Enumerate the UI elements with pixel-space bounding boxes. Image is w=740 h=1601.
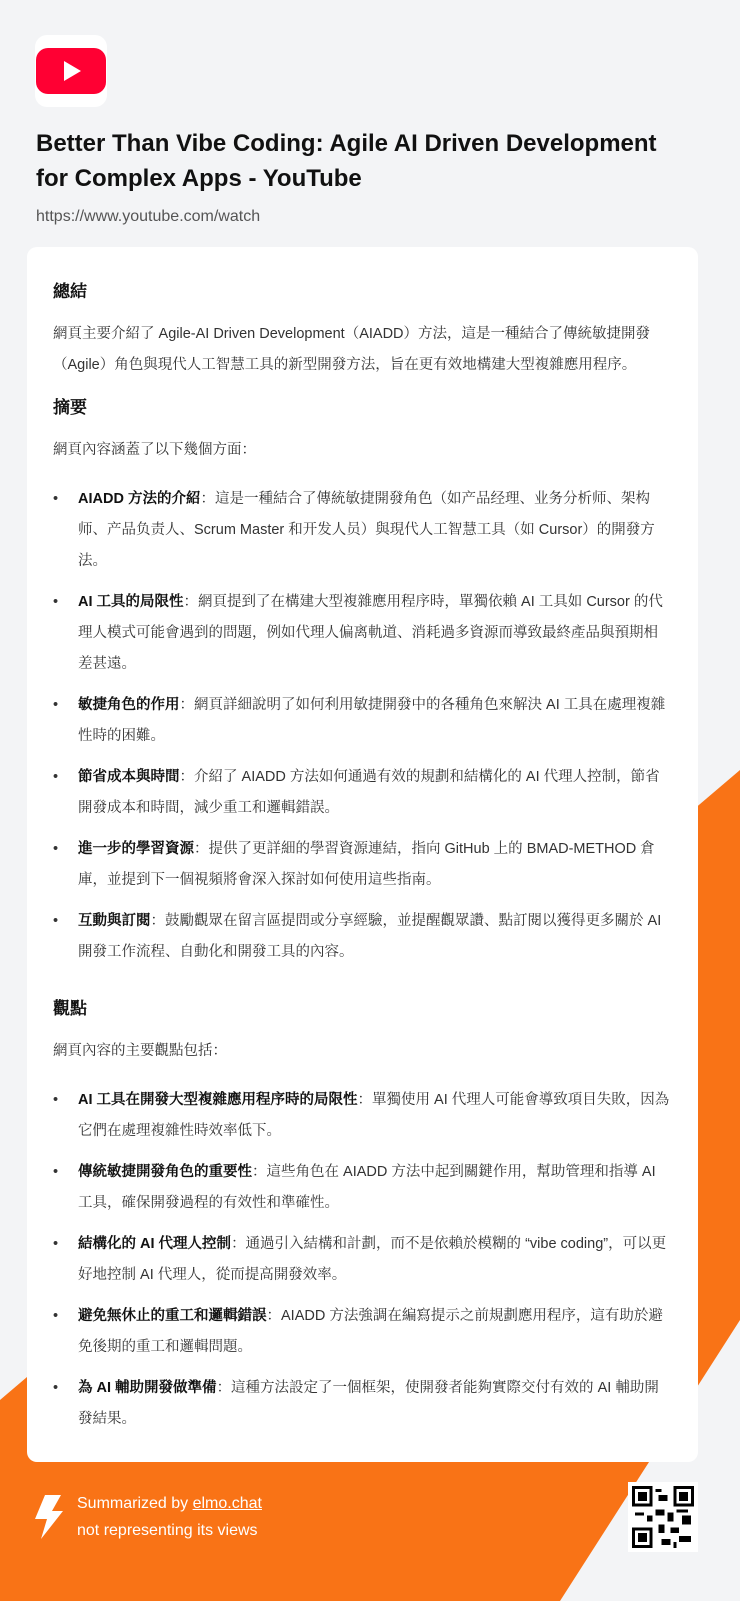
list-item: • 節省成本與時間：介紹了 AIADD 方法如何通過有效的規劃和結構化的 AI 代理人控制，節省開發成本和時間，減少重工和邏輯錯誤。: [53, 762, 672, 824]
list-item: • 傳統敏捷開發角色的重要性：這些角色在 AIADD 方法中起到關鍵作用，幫助管理和指導 AI 工具，確保開發過程的有效性和準確性。: [53, 1157, 672, 1219]
abstract-intro: 網頁內容涵蓋了以下幾個方面：: [53, 442, 256, 458]
list-item: • 互動與訂閱：鼓勵觀眾在留言區提問或分享經驗，並提醒觀眾讚、點訂閱以獲得更多關於 AI 開發工作流程、自動化和開發工具的內容。: [53, 906, 672, 968]
footer: [35, 1490, 262, 1544]
summary-heading: 總結: [53, 282, 87, 301]
abstract-list: [53, 484, 672, 968]
list-item: • AIADD 方法的介紹：這是一種結合了傳統敏捷開發角色（如产品经理、业务分析师、架构师、产品负责人、Scrum Master 和开发人员）與現代人工智慧工具（如 Cursor）的開發方法。: [53, 484, 672, 577]
page-url[interactable]: https://www.youtube.com/watch: [36, 208, 261, 225]
views-intro: 網頁內容的主要觀點包括：: [53, 1043, 227, 1059]
summary-text: 網頁主要介紹了 Agile-AI Driven Development（AIADD）方法，這是一種結合了傳統敏捷開發（Agile）角色與現代人工智慧工具的新型開發方法，旨在更有效地構建大型複雜應用程序。: [53, 326, 651, 373]
footer-disclaimer: not representing its views: [77, 1522, 258, 1539]
list-item: • 敏捷角色的作用：網頁詳細說明了如何利用敏捷開發中的各種角色來解決 AI 工具在處理複雜性時的困難。: [53, 690, 672, 752]
elmo-chat-link[interactable]: elmo.chat: [192, 1495, 262, 1512]
list-item: • 結構化的 AI 代理人控制：通過引入結構和計劃，而不是依賴於模糊的 “vibe coding”，可以更好地控制 AI 代理人，從而提高開發效率。: [53, 1229, 672, 1291]
list-item: • 避免無休止的重工和邏輯錯誤：AIADD 方法強調在編寫提示之前規劃應用程序，這有助於避免後期的重工和邏輯問題。: [53, 1301, 672, 1363]
summary-card: [27, 247, 698, 1462]
youtube-play-icon: [36, 48, 106, 94]
youtube-logo: [35, 35, 107, 107]
list-item: • 為 AI 輔助開發做準備：這種方法設定了一個框架，使開發者能夠實際交付有效的 AI 輔助開發結果。: [53, 1373, 672, 1435]
abstract-heading: 摘要: [53, 398, 87, 417]
qr-code-icon: [632, 1486, 694, 1548]
views-list: [53, 1085, 672, 1435]
lightning-icon: [35, 1495, 63, 1539]
views-heading: 觀點: [53, 999, 87, 1018]
qr-code: [628, 1482, 698, 1552]
list-item: • AI 工具的局限性：網頁提到了在構建大型複雜應用程序時，單獨依賴 AI 工具如 Cursor 的代理人模式可能會遇到的問題，例如代理人偏离軌道、消耗過多資源而導致最終產品與預期相差甚遠。: [53, 587, 672, 680]
list-item: • 進一步的學習資源：提供了更詳細的學習資源連結，指向 GitHub 上的 BMAD-METHOD 倉庫，並提到下一個視頻將會深入探討如何使用這些指南。: [53, 834, 672, 896]
footer-prefix: Summarized by: [77, 1495, 193, 1512]
list-item: • AI 工具在開發大型複雜應用程序時的局限性：單獨使用 AI 代理人可能會導致項目失敗，因為它們在處理複雜性時效率低下。: [53, 1085, 672, 1147]
page-title: Better Than Vibe Coding: Agile AI Driven Development for Complex Apps - YouTube: [36, 130, 657, 192]
